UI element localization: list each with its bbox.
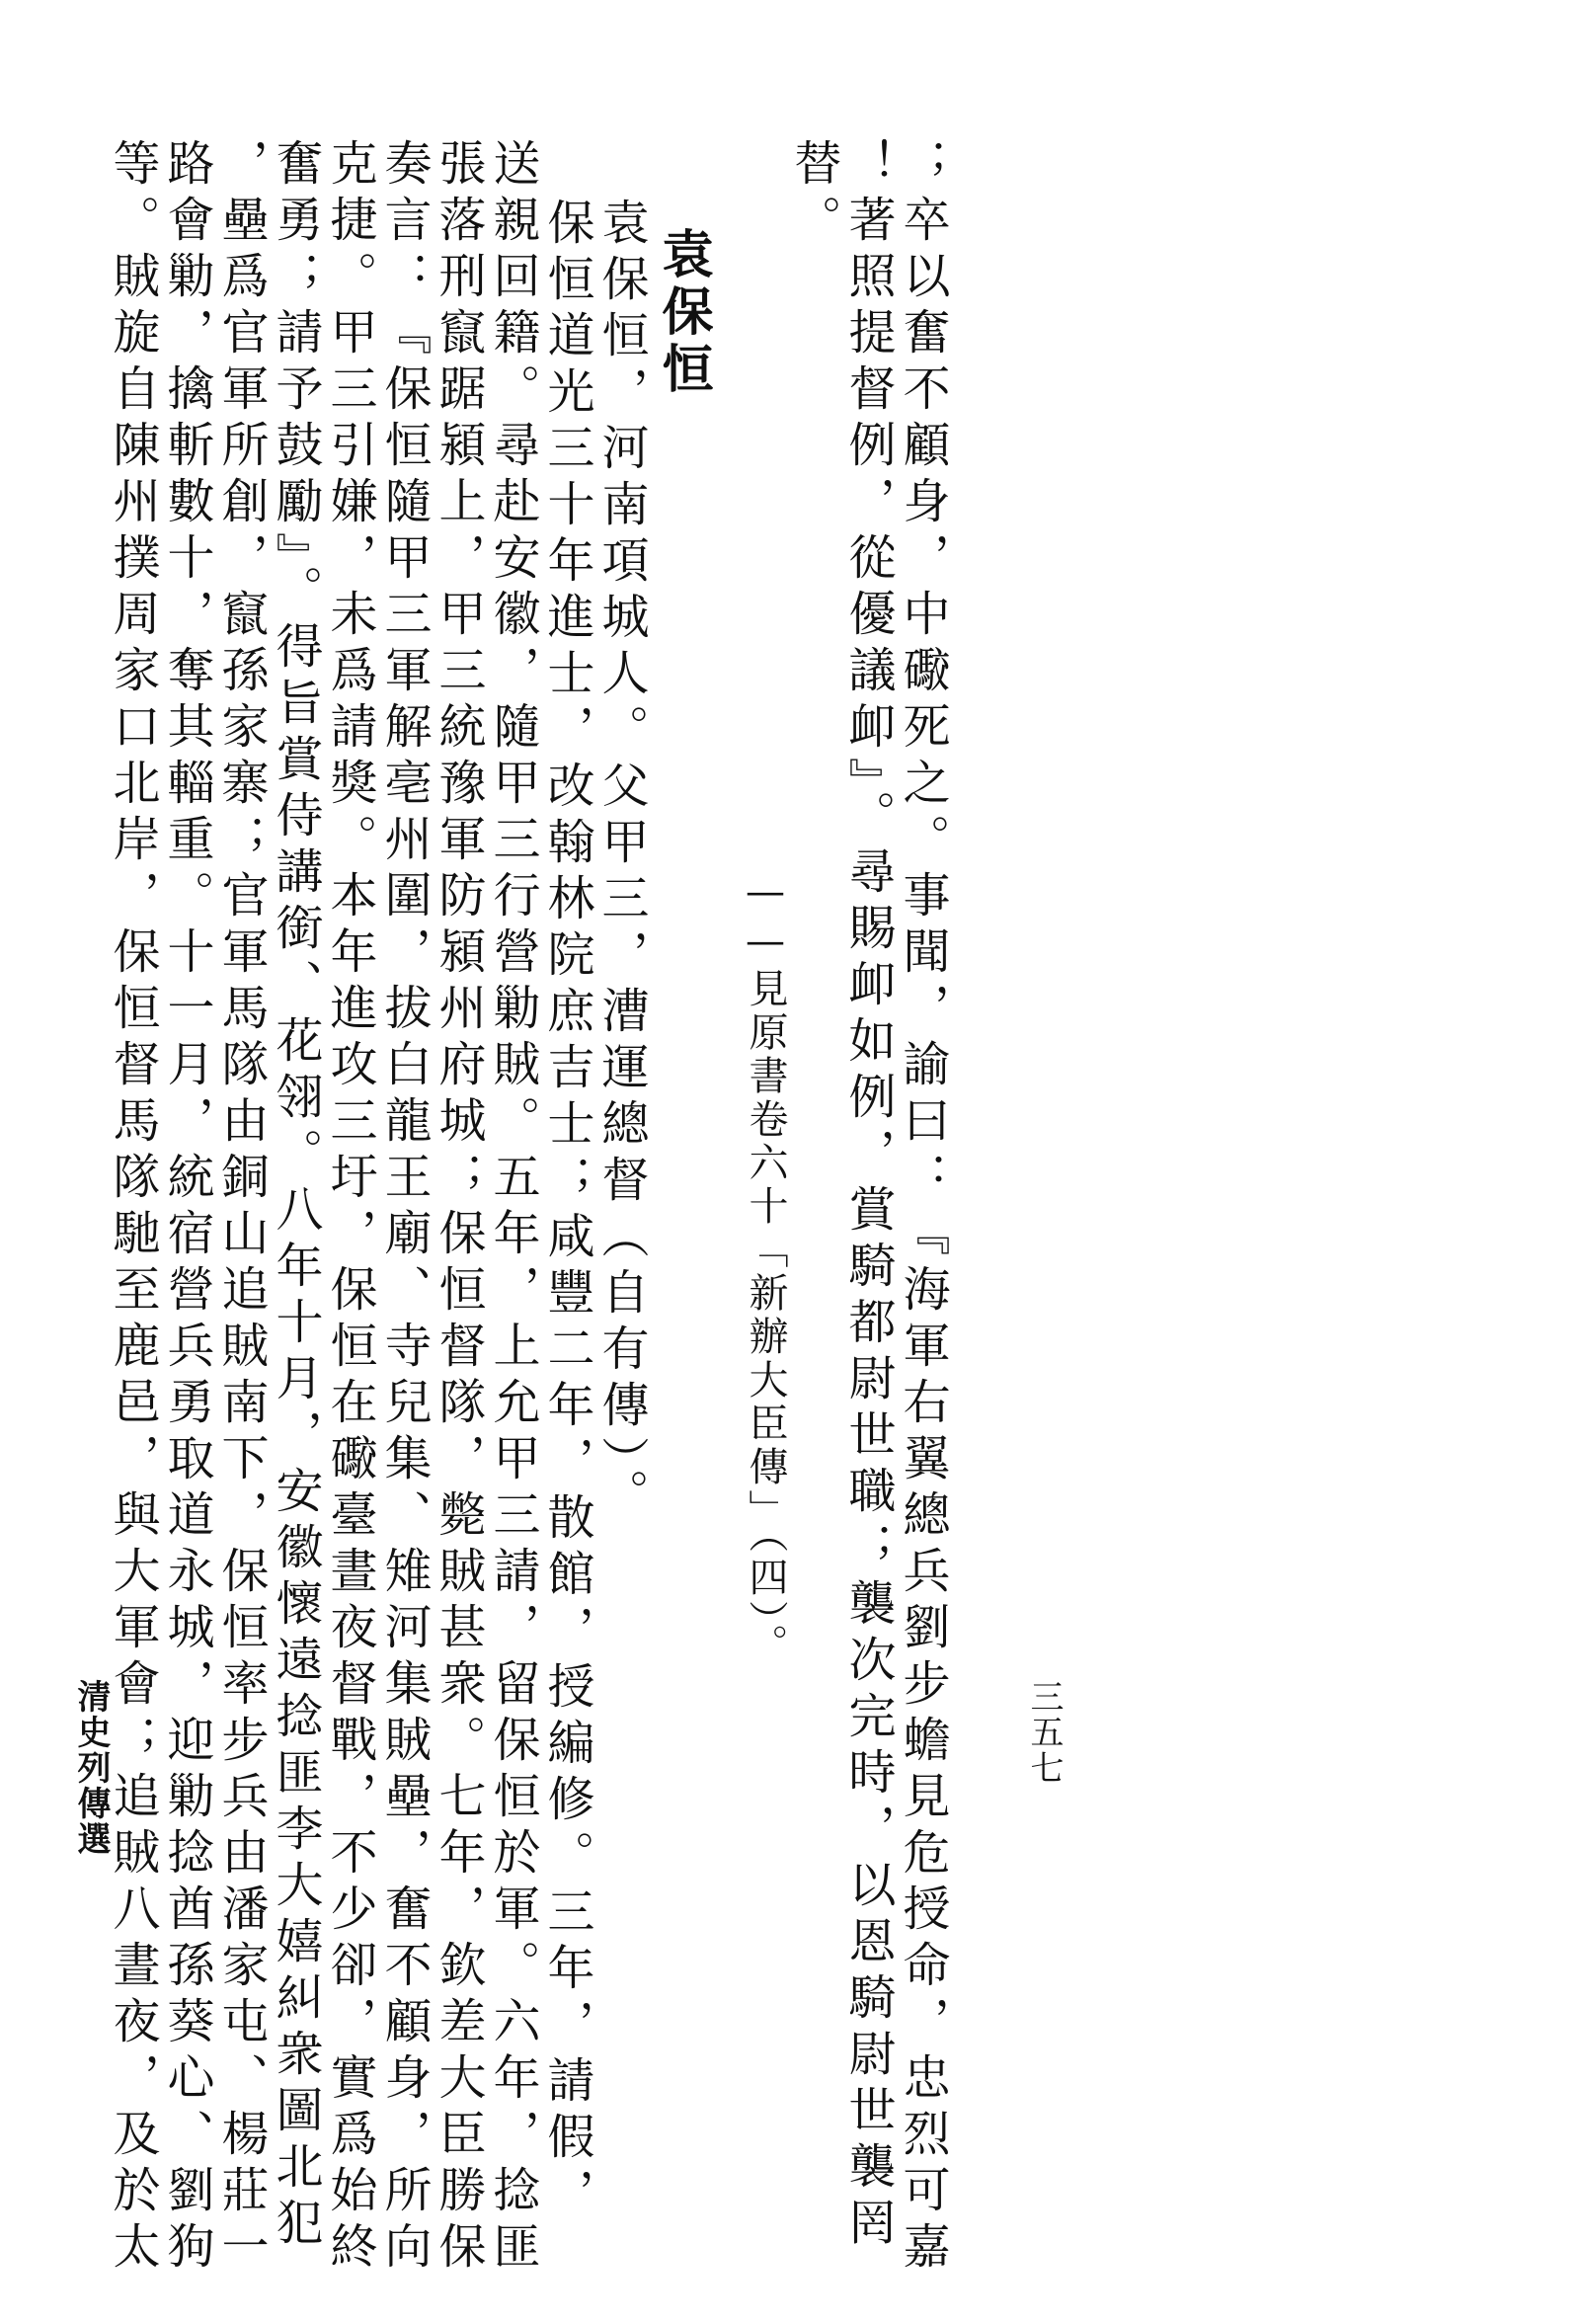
text-column: 克捷。甲三引嫌，未爲請獎。本年進攻三圩，保恒在礮臺晝夜督戰，不少卻，實爲始終 [322,138,377,2278]
text-column: 路會勦，擒斬數十，奪其輜重。十一月，統宿營兵勇取道永城，迎勦捻酋孫葵心、劉狗 [159,138,214,2278]
text-column: 保恒道光三十年進士，改翰林院庶吉士；咸豐二年，散館，授編修。三年，請假， [539,198,594,2224]
text-column: 奮勇；請予鼓勵』。得旨賞侍講銜、花翎。八年十月，安徽懷遠捻匪李大嬉糾衆圖北犯 [268,138,323,2254]
source-citation: ——見原書卷六十「新辦大臣傳」（四）。 [743,869,788,1667]
text-column: 奏言：『保恒隨甲三軍解亳州圍，拔白龍王廟、寺兒集、雉河集賊壘，奮不顧身，所向 [376,138,432,2278]
text-column: 送親回籍。尋赴安徽，隨甲三行營勦賊。五年，上允甲三請，留保恒於軍。六年，捻匪 [485,138,540,2278]
text-column: ！著照提督例，從優議卹』。尋賜卹如例，賞騎都尉世職；襲次完時，以恩騎尉世襲罔 [840,138,896,2254]
text-column: ；卒以奮不顧身，中礮死之。事聞，諭曰：『海軍右翼總兵劉步蟾見危授命，忠烈可嘉 [895,138,950,2278]
text-column: 等。賊旋自陳州撲周家口北岸，保恒督馬隊馳至鹿邑，與大軍會；追賊八晝夜，及於太 [105,138,160,2278]
page-number: 三五七 [1024,1679,1064,1786]
text-column: 張落刑竄踞潁上，甲三統豫軍防潁州府城；保恒督隊，斃賊甚衆。七年，欽差大臣勝保 [431,138,486,2278]
text-column: ，壘爲官軍所創，竄孫家寨；官軍馬隊由銅山追賊南下，保恒率步兵由潘家屯、楊莊一 [213,138,269,2278]
text-column: 替。 [786,138,841,251]
book-title: 清史列傳選 [71,1679,111,1857]
section-heading: 袁保恒 [653,227,713,399]
text-column: 袁保恒，河南項城人。父甲三，漕運總督（自有傳）。 [593,198,649,1525]
